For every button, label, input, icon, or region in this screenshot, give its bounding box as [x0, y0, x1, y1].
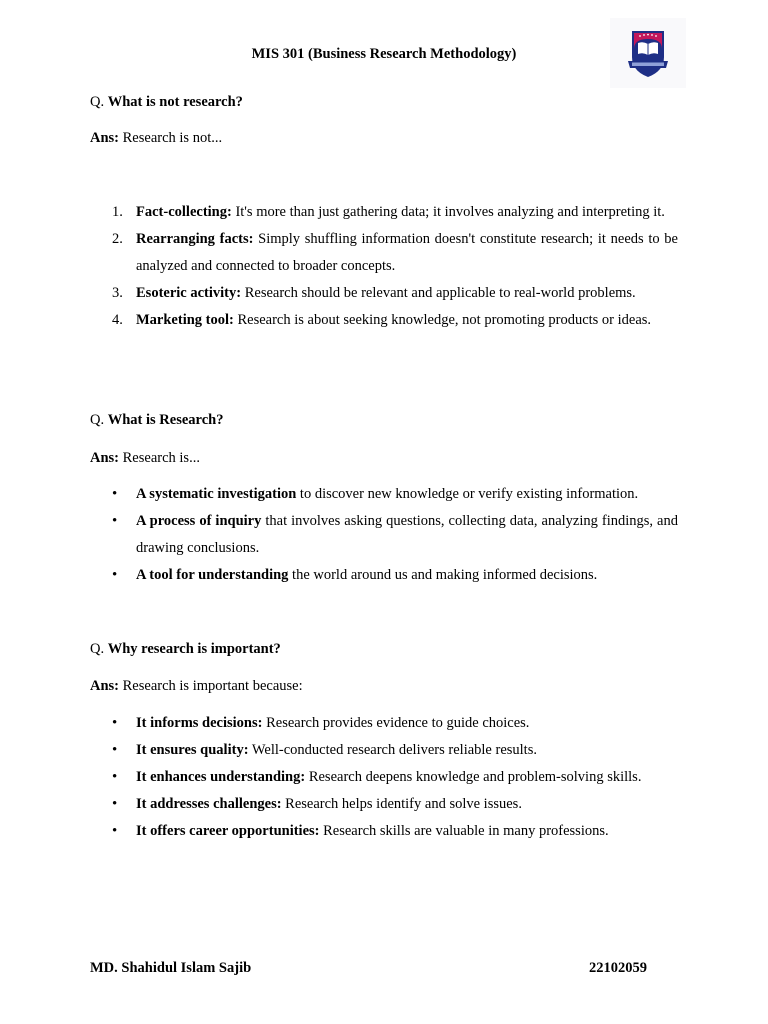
item-term: Esoteric activity: — [136, 285, 242, 301]
answer-prefix: Ans: — [90, 450, 120, 466]
bullet-icon: • — [112, 513, 118, 529]
question-text: What is Research? — [107, 412, 224, 428]
bullet-icon: • — [112, 715, 118, 731]
bullet-icon: • — [112, 796, 118, 812]
list-item — [90, 508, 678, 562]
list-marker: 4. — [112, 312, 123, 328]
answer-1 — [90, 130, 222, 147]
item-term: It ensures quality: — [136, 742, 249, 758]
item-text: Simply shuffling information doesn't constitute research; it needs to be analyzed and connected to broader concepts. — [136, 231, 678, 274]
question-2 — [90, 412, 223, 429]
list-item — [90, 818, 678, 845]
question-prefix: Q. — [90, 641, 105, 657]
item-text: Research deepens knowledge and problem-solving skills. — [305, 769, 642, 785]
question-text: What is not research? — [107, 94, 243, 110]
question-3 — [90, 641, 281, 658]
item-term: It addresses challenges: — [136, 796, 282, 812]
answer-text: Research is important because: — [122, 678, 303, 694]
list-item — [90, 481, 678, 508]
item-term: A process of inquiry — [136, 513, 262, 529]
research-is-list — [90, 481, 678, 589]
answer-2 — [90, 450, 200, 467]
importance-list — [90, 710, 678, 845]
list-item — [90, 562, 678, 589]
item-text: to discover new knowledge or verify existing information. — [296, 486, 639, 502]
item-term: Marketing tool: — [136, 312, 234, 328]
list-marker: 3. — [112, 285, 123, 301]
not-research-list — [90, 199, 678, 334]
student-id: 22102059 — [589, 960, 647, 976]
answer-prefix: Ans: — [90, 130, 120, 146]
item-text: the world around us and making informed decisions. — [288, 567, 598, 583]
list-marker: 1. — [112, 204, 123, 220]
item-text: Research is about seeking knowledge, not promoting products or ideas. — [233, 312, 652, 328]
item-term: A systematic investigation — [136, 486, 297, 502]
answer-prefix: Ans: — [90, 678, 120, 694]
list-item — [90, 737, 678, 764]
item-term: Fact-collecting: — [136, 204, 232, 220]
list-item — [90, 791, 678, 818]
item-text: that involves asking questions, collecting data, analyzing findings, and drawing conclusions. — [136, 513, 678, 556]
item-text: Research provides evidence to guide choices. — [262, 715, 530, 731]
author-name: MD. Shahidul Islam Sajib — [90, 960, 252, 976]
list-item — [90, 764, 678, 791]
item-text: Research helps identify and solve issues. — [281, 796, 522, 812]
answer-text: Research is not... — [122, 130, 223, 146]
item-term: It offers career opportunities: — [136, 823, 320, 839]
item-term: It enhances understanding: — [136, 769, 306, 785]
list-marker: 2. — [112, 231, 123, 247]
item-text: Well-conducted research delivers reliable results. — [248, 742, 537, 758]
bullet-icon: • — [112, 486, 118, 502]
bullet-icon: • — [112, 769, 118, 785]
item-text: Research should be relevant and applicable to real-world problems. — [241, 285, 636, 301]
question-prefix: Q. — [90, 94, 105, 110]
question-prefix: Q. — [90, 412, 105, 428]
list-item — [90, 280, 678, 307]
item-term: It informs decisions: — [136, 715, 263, 731]
list-item — [90, 226, 678, 280]
item-term: Rearranging facts: — [136, 231, 254, 247]
question-text: Why research is important? — [107, 641, 281, 657]
crest-graphic — [626, 27, 670, 79]
item-text: It's more than just gathering data; it involves analyzing and interpreting it. — [231, 204, 665, 220]
item-term: A tool for understanding — [136, 567, 289, 583]
list-item — [90, 710, 678, 737]
answer-text: Research is... — [122, 450, 200, 466]
bullet-icon: • — [112, 567, 118, 583]
bullet-icon: • — [112, 742, 118, 758]
bullet-icon: • — [112, 823, 118, 839]
question-1 — [90, 94, 243, 111]
item-text: Research skills are valuable in many professions. — [319, 823, 609, 839]
university-crest-icon — [610, 18, 686, 88]
list-item — [90, 199, 678, 226]
page-title: MIS 301 (Business Research Methodology) — [251, 46, 517, 62]
answer-3 — [90, 678, 303, 695]
list-item — [90, 307, 678, 334]
